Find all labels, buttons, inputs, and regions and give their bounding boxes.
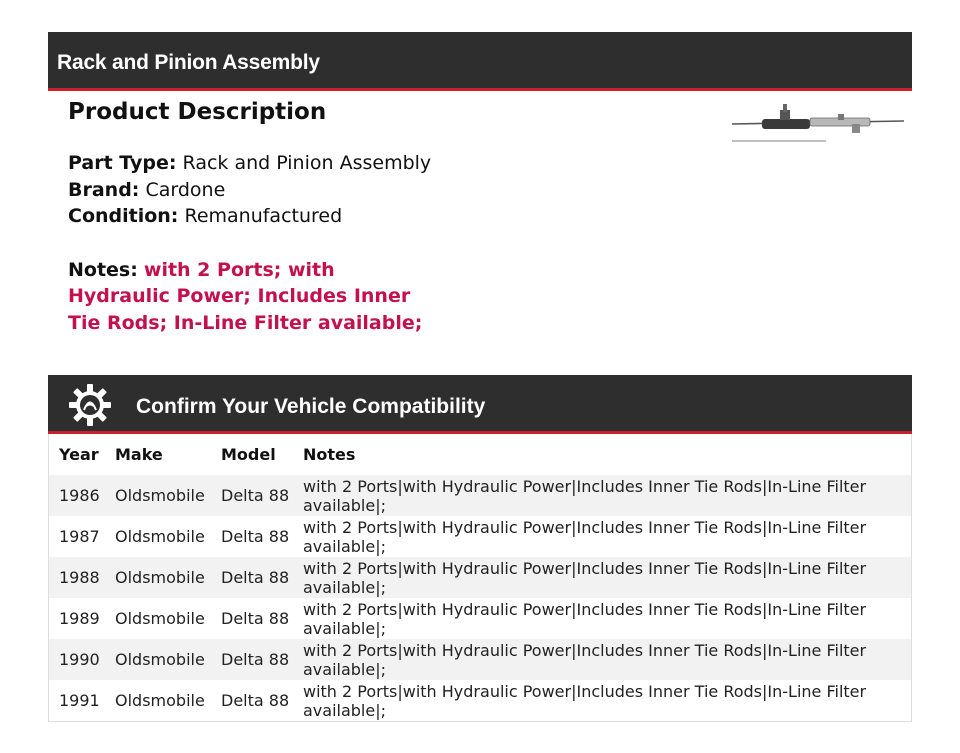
- compatibility-title: Confirm Your Vehicle Compatibility: [136, 395, 486, 418]
- brand-value: Cardone: [145, 178, 226, 201]
- product-header-title: Rack and Pinion Assembly: [57, 51, 320, 74]
- spec-brand: [68, 177, 488, 204]
- cell-notes: with 2 Ports|with Hydraulic Power|Includes Inner Tie Rods|In-Line Filter available|;: [303, 516, 912, 557]
- table-row: [49, 475, 912, 516]
- cell-make: Oldsmobile: [115, 516, 221, 557]
- cell-notes: with 2 Ports|with Hydraulic Power|Includes Inner Tie Rods|In-Line Filter available|;: [303, 680, 912, 722]
- notes-value: with 2 Ports; with Hydraulic Power; Includes Inner Tie Rods; In-Line Filter available;: [68, 258, 423, 334]
- cell-notes: with 2 Ports|with Hydraulic Power|Includes Inner Tie Rods|In-Line Filter available|;: [303, 639, 912, 680]
- table-header-row: [49, 434, 912, 475]
- cell-make: Oldsmobile: [115, 475, 221, 516]
- table-row: [49, 557, 912, 598]
- table-row: [49, 516, 912, 557]
- cell-year: 1988: [49, 557, 116, 598]
- table-row: [49, 639, 912, 680]
- cell-notes: with 2 Ports|with Hydraulic Power|Includes Inner Tie Rods|In-Line Filter available|;: [303, 475, 912, 516]
- spec-condition: [68, 203, 488, 230]
- cell-make: Oldsmobile: [115, 680, 221, 722]
- cell-make: Oldsmobile: [115, 639, 221, 680]
- column-header-make: Make: [115, 445, 163, 464]
- cell-model: Delta 88: [221, 598, 303, 639]
- condition-value: Remanufactured: [184, 205, 343, 227]
- part-type-value: Rack and Pinion Assembly: [182, 152, 432, 174]
- condition-label: Condition:: [68, 205, 179, 227]
- cell-notes: with 2 Ports|with Hydraulic Power|Includes Inner Tie Rods|In-Line Filter available|;: [303, 598, 912, 639]
- compatibility-table: [48, 434, 912, 722]
- cell-year: 1986: [49, 475, 116, 516]
- cell-year: 1990: [49, 639, 116, 680]
- cell-model: Delta 88: [221, 680, 303, 722]
- cell-model: Delta 88: [221, 475, 303, 516]
- cell-notes: with 2 Ports|with Hydraulic Power|Includes Inner Tie Rods|In-Line Filter available|;: [303, 557, 912, 598]
- cell-year: 1987: [49, 516, 116, 557]
- column-header-year: Year: [59, 445, 99, 464]
- cell-make: Oldsmobile: [115, 598, 221, 639]
- cell-year: 1991: [49, 680, 116, 722]
- notes-label: Notes:: [68, 258, 138, 281]
- cell-model: Delta 88: [221, 639, 303, 680]
- compatibility-header-bar: [48, 375, 912, 434]
- column-header-notes: Notes: [303, 445, 356, 464]
- brand-label: Brand:: [68, 178, 140, 201]
- spec-part-type: [68, 150, 488, 177]
- spec-list: [68, 150, 488, 230]
- gear-icon: [68, 383, 112, 427]
- cell-year: 1989: [49, 598, 116, 639]
- part-type-label: Part Type:: [68, 152, 177, 174]
- product-image: [728, 100, 908, 148]
- product-description: [68, 96, 488, 336]
- cell-make: Oldsmobile: [115, 557, 221, 598]
- table-row: [49, 680, 912, 722]
- cell-model: Delta 88: [221, 516, 303, 557]
- notes-block: [68, 257, 443, 337]
- description-heading: Product Description: [68, 99, 327, 125]
- column-header-model: Model: [221, 445, 276, 464]
- product-header-bar: [48, 32, 912, 91]
- table-row: [49, 598, 912, 639]
- cell-model: Delta 88: [221, 557, 303, 598]
